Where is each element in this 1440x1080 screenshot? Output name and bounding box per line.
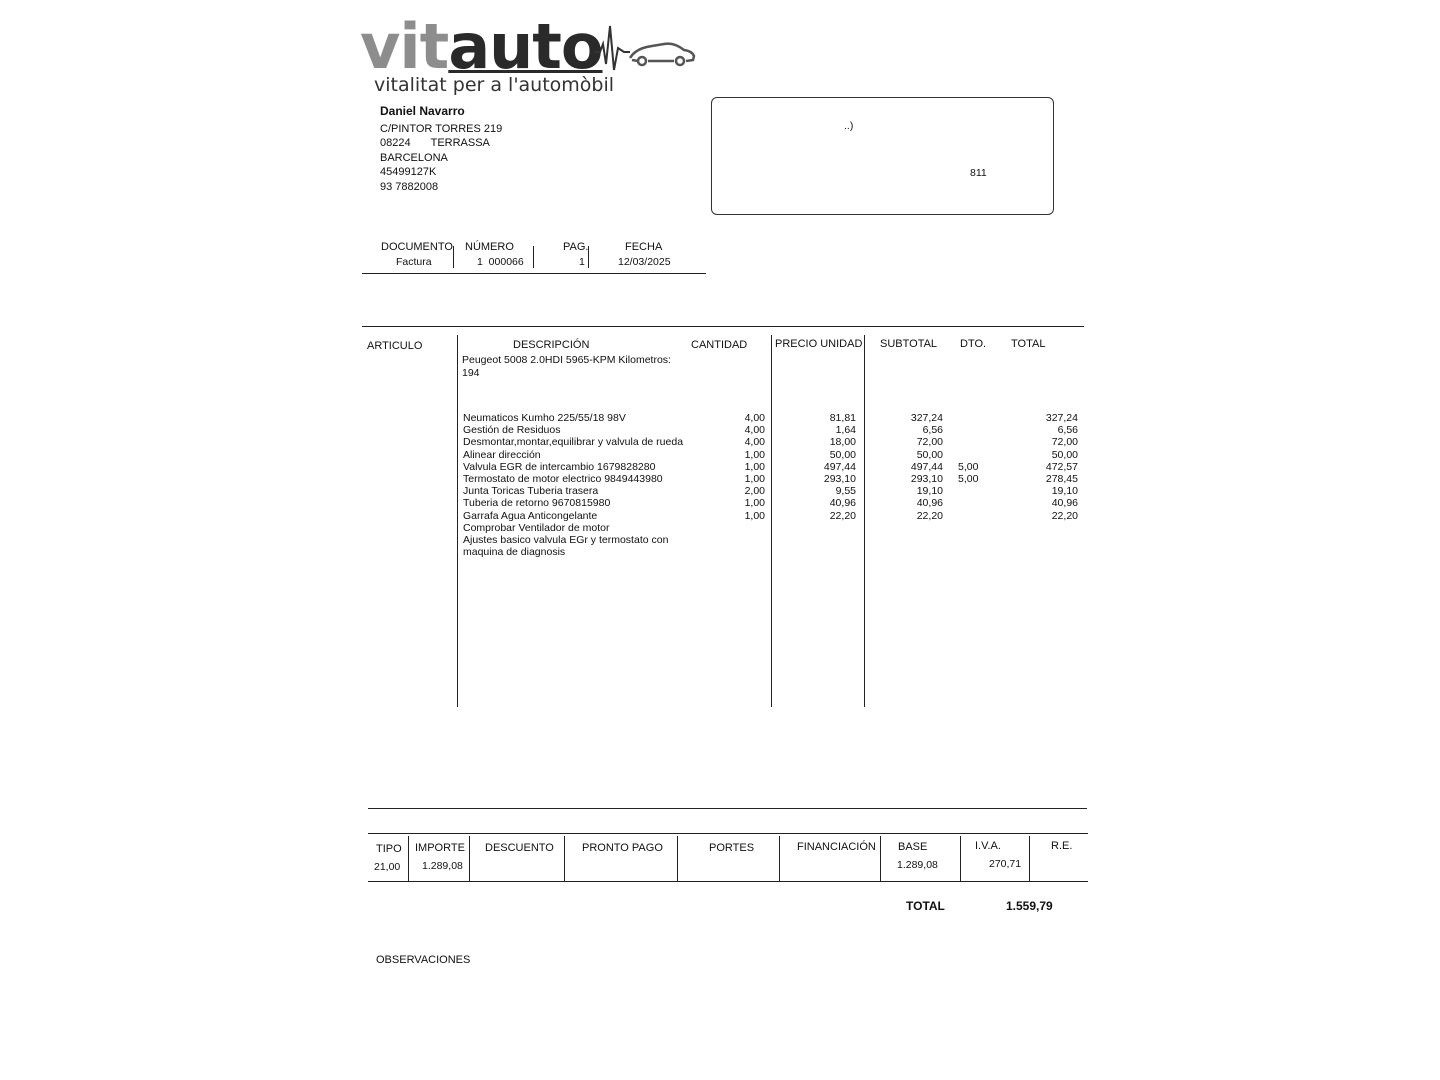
cell-desc: Alinear dirección: [463, 448, 541, 461]
cell-price: 497,44: [823, 460, 856, 473]
dto-header: DTO.: [960, 338, 987, 350]
column-divider: [779, 836, 780, 881]
client-postcode: 08224: [380, 137, 411, 149]
cell-qty: 1,00: [744, 497, 765, 510]
cell-price: 1,64: [835, 424, 856, 437]
cell-desc: Gestión de Residuos: [463, 424, 561, 437]
cell-desc: Termostato de motor electrico 9849443980: [463, 473, 663, 485]
cell-price: 9,55: [835, 485, 856, 498]
cantidad-header: CANTIDAD: [691, 339, 748, 351]
cell-total: 40,96: [1051, 497, 1078, 510]
cell-total: 50,00: [1051, 448, 1078, 461]
client-city-line: [380, 136, 502, 151]
column-divider: [880, 836, 881, 881]
column-divider: [960, 836, 961, 881]
client-tax-id: 45499127K: [380, 166, 437, 178]
cell-qty: 4,00: [744, 436, 765, 449]
importe-header: IMPORTE: [415, 842, 465, 854]
cell-desc: Desmontar,montar,equilibrar y valvula de rueda: [463, 436, 684, 449]
divider: [533, 246, 534, 268]
cell-qty: 4,00: [744, 412, 765, 424]
numero-value: 1 000066: [477, 256, 524, 268]
re-header: R.E.: [1051, 840, 1073, 852]
cell-price: 40,96: [829, 497, 856, 510]
column-divider: [564, 836, 565, 881]
pag-value: 1: [579, 256, 585, 268]
table-top-rule: [362, 326, 1084, 327]
total-header: TOTAL: [1011, 338, 1046, 350]
column-divider: [677, 836, 678, 881]
cell-desc: Tuberia de retorno 9670815980: [463, 497, 611, 510]
logo-wordmark: vitauto: [360, 10, 603, 83]
cell-desc: Garrafa Agua Anticongelante: [463, 509, 598, 522]
cell-total: 72,00: [1051, 436, 1078, 449]
cell-qty: 2,00: [744, 485, 765, 498]
base-value: 1.289,08: [897, 859, 938, 871]
cell-qty: 4,00: [744, 424, 765, 437]
cell-qty: 1,00: [744, 448, 765, 461]
cell-total: 22,20: [1051, 509, 1078, 522]
cell-price: 50,00: [829, 448, 856, 461]
cell-price: 18,00: [829, 436, 856, 449]
cell-subtotal: 50,00: [916, 448, 943, 461]
company-logo: [358, 10, 708, 100]
cell-subtotal: 40,96: [916, 497, 943, 510]
cell-total: 472,57: [1045, 460, 1078, 473]
cell-subtotal: 22,20: [916, 509, 943, 522]
table-top-rule: [368, 833, 1088, 834]
descripcion-header: DESCRIPCIÓN: [513, 339, 590, 351]
divider: [588, 246, 589, 268]
column-divider: [408, 836, 409, 881]
cell-qty: 1,00: [744, 509, 765, 522]
grand-total-label: TOTAL: [906, 899, 945, 913]
address-fragment: ..): [844, 120, 854, 132]
client-phone: 93 7882008: [380, 180, 439, 193]
cell-subtotal: 19,10: [916, 485, 943, 498]
column-divider: [1029, 836, 1030, 881]
cell-subtotal: 72,00: [916, 436, 943, 449]
column-divider: [771, 335, 772, 707]
column-divider: [864, 335, 865, 707]
cell-subtotal: 6,56: [922, 424, 943, 437]
importe-value: 1.289,08: [422, 860, 463, 872]
financiacion-header: FINANCIACIÓN: [797, 841, 876, 853]
vehicle-line: 194: [462, 367, 480, 379]
cell-total: 327,24: [1045, 412, 1078, 424]
cell-subtotal: 293,10: [910, 473, 943, 485]
cell-price: 22,20: [829, 509, 856, 522]
cell-price: 81,81: [829, 412, 856, 424]
base-header: BASE: [898, 841, 928, 853]
documento-header: DOCUMENTO: [381, 241, 453, 253]
pag-header: PAG.: [563, 241, 589, 253]
client-block: [380, 104, 502, 194]
logo-tagline: vitalitat per a l'automòbil: [374, 74, 615, 96]
cell-desc: Neumaticos Kumho 225/55/18 98V: [463, 412, 626, 424]
cell-desc: maquina de diagnosis: [463, 546, 566, 559]
address-code: 811: [970, 167, 987, 179]
cell-qty: 1,00: [744, 460, 765, 473]
divider: [368, 808, 1087, 809]
iva-header: I.V.A.: [975, 840, 1001, 852]
grand-total-value: 1.559,79: [1006, 899, 1053, 913]
client-street: C/PINTOR TORRES 219: [380, 122, 503, 135]
articulo-header: ARTICULO: [367, 340, 423, 352]
column-divider: [457, 335, 458, 707]
portes-header: PORTES: [709, 842, 755, 854]
heartbeat-car-icon: [594, 18, 704, 78]
vehicle-line: Peugeot 5008 2.0HDI 5965-KPM Kilometros:: [462, 354, 671, 366]
cell-total: 278,45: [1045, 473, 1078, 485]
cell-desc: Valvula EGR de intercambio 1679828280: [463, 460, 656, 473]
divider: [362, 273, 706, 274]
cell-subtotal: 497,44: [910, 460, 943, 473]
fecha-value: 12/03/2025: [618, 256, 671, 268]
tipo-header: TIPO: [376, 843, 402, 855]
address-window-box: [711, 97, 1054, 215]
descuento-header: DESCUENTO: [485, 842, 554, 854]
client-province: BARCELONA: [380, 151, 448, 164]
cell-subtotal: 327,24: [910, 412, 943, 424]
cell-price: 293,10: [823, 473, 856, 485]
cell-dto: 5,00: [958, 473, 979, 485]
iva-value: 270,71: [989, 858, 1022, 870]
observaciones-label: OBSERVACIONES: [376, 954, 471, 966]
client-name: Daniel Navarro: [380, 104, 465, 118]
cell-total: 6,56: [1057, 424, 1078, 437]
cell-qty: 1,00: [744, 473, 765, 485]
cell-desc: Junta Toricas Tuberia trasera: [463, 485, 599, 498]
table-bottom-rule: [368, 881, 1088, 882]
fecha-header: FECHA: [625, 241, 663, 253]
cell-dto: 5,00: [958, 460, 979, 473]
tipo-value: 21,00: [374, 861, 401, 873]
column-divider: [469, 836, 470, 881]
divider: [453, 246, 454, 268]
pronto-pago-header: PRONTO PAGO: [582, 842, 663, 854]
documento-value: Factura: [396, 256, 432, 268]
precio-header: PRECIO UNIDAD: [775, 338, 863, 350]
cell-total: 19,10: [1051, 485, 1078, 498]
client-city: TERRASSA: [430, 137, 490, 149]
cell-desc: Comprobar Ventilador de motor: [463, 521, 610, 534]
numero-header: NÚMERO: [465, 241, 514, 253]
cell-desc: Ajustes basico valvula EGr y termostato con: [463, 534, 669, 546]
subtotal-header: SUBTOTAL: [880, 338, 938, 350]
